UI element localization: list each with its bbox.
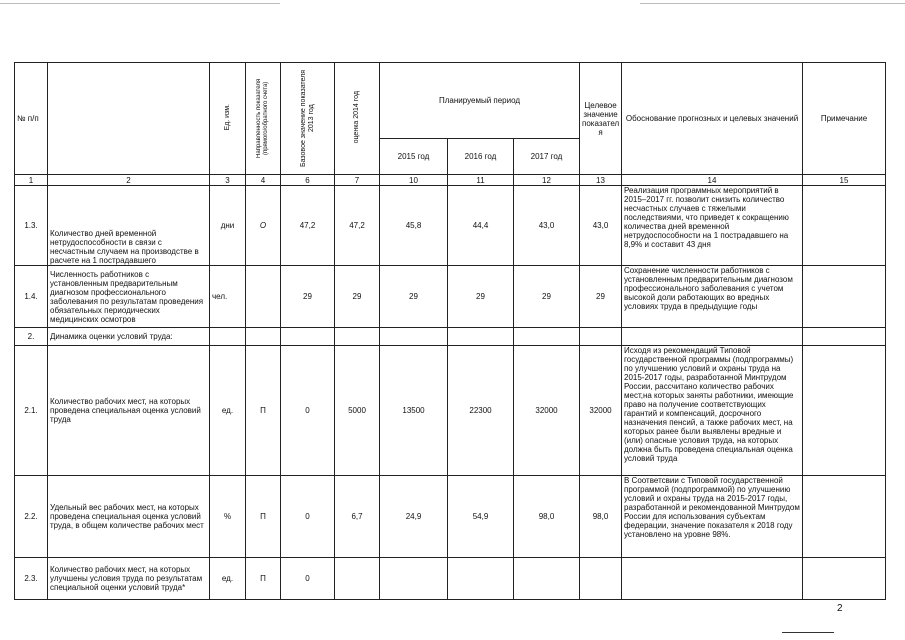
empty-cell (622, 328, 803, 346)
row-2017 (514, 558, 580, 600)
indicators-table (14, 62, 886, 600)
header-unit-cell (210, 63, 246, 175)
section-row (15, 328, 886, 346)
row-rationale: Сохранение численности работников с установленным предварительным диагнозом профессионального заболевания с учетом высокой доли работающих во вредных условиях труда в предыдущие годы (622, 266, 803, 328)
row-2016 (448, 558, 514, 600)
row-direction (246, 266, 281, 328)
row-2016: 22300 (448, 346, 514, 476)
row-est: 29 (335, 266, 380, 328)
header-2017: 2017 год (514, 139, 580, 175)
header-target: Целевое значение показател я (580, 63, 622, 175)
row-name: Удельный вес рабочих мест, на которых проведена специальная оценка условий труда, в общем количестве рабочих мест (48, 476, 210, 558)
row-est: 47,2 (335, 186, 380, 266)
row-unit: дни (210, 186, 246, 266)
row-2017: 29 (514, 266, 580, 328)
empty-cell (335, 328, 380, 346)
column-number-row (15, 175, 886, 186)
table-row (15, 346, 886, 476)
row-target: 32000 (580, 346, 622, 476)
row-target: 98,0 (580, 476, 622, 558)
header-2016: 2016 год (448, 139, 514, 175)
header-2015: 2015 год (380, 139, 448, 175)
column-number: 6 (281, 175, 335, 186)
empty-cell (448, 328, 514, 346)
column-number: 2 (48, 175, 210, 186)
empty-cell (514, 328, 580, 346)
table-row (15, 266, 886, 328)
row-2015 (380, 558, 448, 600)
table-row (15, 558, 886, 600)
header-planned: Планируемый период (380, 63, 580, 139)
column-number: 12 (514, 175, 580, 186)
row-num: 2. (15, 328, 48, 346)
column-number: 13 (580, 175, 622, 186)
row-num: 2.3. (15, 558, 48, 600)
row-name: Количество рабочих мест, на которых улучшены условия труда по результатам специальной оценки условий труда* (48, 558, 210, 600)
row-est (335, 558, 380, 600)
row-2016: 54,9 (448, 476, 514, 558)
header-est-cell (335, 63, 380, 175)
row-rationale: Реализация программных мероприятий в 2015–2017 гг. позволит снизить количество несчастных случаев с тяжелыми последствиями, что приведет к сокращению количества дней временной нетрудоспособности на 1 пострадавшего на 8,9% и составит 43 дня (622, 186, 803, 266)
header-name (48, 63, 210, 175)
column-number: 11 (448, 175, 514, 186)
row-unit: ед. (210, 346, 246, 476)
row-2017: 32000 (514, 346, 580, 476)
row-base: 29 (281, 266, 335, 328)
row-rationale (622, 558, 803, 600)
row-target: 29 (580, 266, 622, 328)
row-base: 47,2 (281, 186, 335, 266)
empty-cell (246, 328, 281, 346)
row-rationale: Исходя из рекомендаций Типовой государственной программы (подпрограммы) по улучшению условий и охраны труда на 2015-2017 годы, разработанной Минтрудом России, рассчитано количество рабочих мест,на которых заняты работники, имеющие право на получение соответствующих гарантий и компенсаций, досрочного назначения пенсий, а также рабочих мест, на которых ранее были выявлены вредные и (или) опасные условия труда, на которых должна быть проведена специальная оценка условий труда (622, 346, 803, 476)
row-2015: 45,8 (380, 186, 448, 266)
row-name: Численность работников с установленным предварительным диагнозом профессионального заболевания по результатам проведения обязательных периодических медицинских осмотров (48, 266, 210, 328)
column-number: 4 (246, 175, 281, 186)
row-base: 0 (281, 476, 335, 558)
empty-cell (281, 328, 335, 346)
row-note (803, 476, 886, 558)
row-note (803, 558, 886, 600)
top-rule-right (640, 3, 905, 4)
row-num: 2.2. (15, 476, 48, 558)
row-2015: 24,9 (380, 476, 448, 558)
header-direction-cell (246, 63, 281, 175)
row-unit: % (210, 476, 246, 558)
row-direction: О (246, 186, 281, 266)
row-note (803, 186, 886, 266)
header-note: Примечание (803, 63, 886, 175)
header-rationale: Обоснование прогнозных и целевых значений (622, 63, 803, 175)
row-num: 1.4. (15, 266, 48, 328)
row-2017: 98,0 (514, 476, 580, 558)
row-base: 0 (281, 346, 335, 476)
row-unit: чел. (210, 266, 246, 328)
header-num: № п/п (15, 63, 48, 175)
row-est: 5000 (335, 346, 380, 476)
row-2016: 29 (448, 266, 514, 328)
empty-cell (580, 328, 622, 346)
row-direction: П (246, 346, 281, 476)
header-base: Базовое значение показателя 2013 год (299, 68, 315, 167)
table-row (15, 476, 886, 558)
empty-cell (210, 328, 246, 346)
header-est: оценка 2014 год (353, 91, 360, 144)
column-number: 1 (15, 175, 48, 186)
row-note (803, 266, 886, 328)
column-number: 15 (803, 175, 886, 186)
row-target (580, 558, 622, 600)
row-note (803, 346, 886, 476)
header-row-1 (15, 63, 886, 139)
header-direction: Направленность показателя (прямого/обратного счета) (256, 77, 269, 158)
column-number: 3 (210, 175, 246, 186)
table-row (15, 186, 886, 266)
column-number: 10 (380, 175, 448, 186)
row-target: 43,0 (580, 186, 622, 266)
footer-rule (782, 632, 834, 633)
row-base: 0 (281, 558, 335, 600)
row-name: Количество рабочих мест, на которых проведена специальная оценка условий труда (48, 346, 210, 476)
column-number: 14 (622, 175, 803, 186)
header-base-cell (281, 63, 335, 175)
row-2015: 29 (380, 266, 448, 328)
row-2016: 44,4 (448, 186, 514, 266)
row-direction: П (246, 558, 281, 600)
empty-cell (803, 328, 886, 346)
row-num: 1.3. (15, 186, 48, 266)
row-name: Количество дней временной нетрудоспособности в связи с несчастным случаем на производстве в расчете на 1 пострадавшего (48, 186, 210, 266)
row-rationale: В Соответсвии с Типовой государственной программой (подпрограммой) по улучшению условий и охраны труда на 2015-2017 годы, разработанной и рекомендованной Минтрудом России для использования субъектам федерации, значение показателя к 2018 году установлено на уровне 98%. (622, 476, 803, 558)
column-number: 7 (335, 175, 380, 186)
header-unit: Ед. изм. (223, 104, 231, 131)
row-2017: 43,0 (514, 186, 580, 266)
section-title: Динамика оценки условий труда: (48, 328, 210, 346)
top-rule-left (0, 3, 280, 4)
row-unit: ед. (210, 558, 246, 600)
row-2015: 13500 (380, 346, 448, 476)
page-number: 2 (837, 603, 843, 614)
row-num: 2.1. (15, 346, 48, 476)
row-est: 6,7 (335, 476, 380, 558)
empty-cell (380, 328, 448, 346)
row-direction: П (246, 476, 281, 558)
